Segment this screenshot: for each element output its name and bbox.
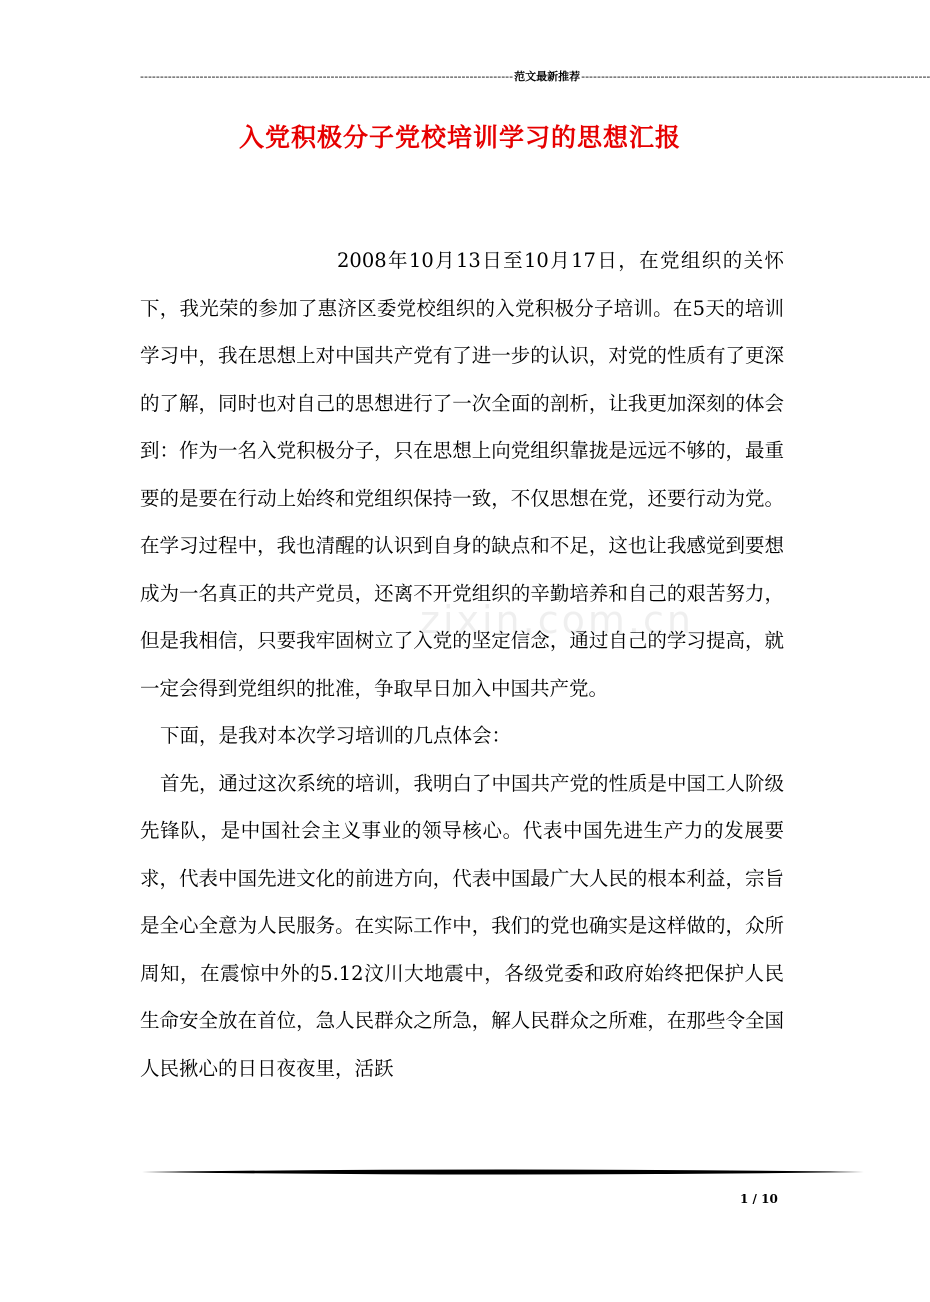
paragraph-lead-in: 下面，是我对本次学习培训的几点体会： <box>160 724 512 747</box>
paragraph-intro: 2008年10月13日至10月17日，在党组织的关怀下，我光荣的参加了惠济区委党校组织的入党积极分子培训。在5天的培训学习中，我在思想上对中国共产党有了进一步的认识，对党的性质有了更深的了解，同时也对自己的思想进行了一次全面的剖析，让我更加深刻的体会到：作为一名入党积极分子，只在思想上向党组织靠拢是远远不够的，最重要的是要在行动上始终和党组织保持一致，不仅思想在党，还要行动为党。在学习过程中，我也清醒的认识到自身的缺点和不足，这也让我感觉到要想成为一名真正的共产党员，还离不开党组织的辛勤培养和自己的艰苦努力，但是我相信，只要我牢固树立了入党的坚定信念，通过自己的学习提高，就一定会得到党组织的批准，争取早日加入中国共产党。 <box>140 249 784 700</box>
document-body <box>140 237 784 1092</box>
header-dashes-right: ---------------------------------------------------------------------------------------- <box>581 69 930 83</box>
watermark: zixin.com.cn <box>420 598 694 642</box>
header-dashes-left: ---------------------------------------------------------------------------------------------- <box>140 69 514 83</box>
document-title: 入党积极分子党校培训学习的思想汇报 <box>238 123 681 152</box>
header-label: 范文最新推荐 <box>514 70 581 83</box>
footer-divider <box>142 1168 864 1176</box>
paragraph-first-point: 首先，通过这次系统的培训，我明白了中国共产党的性质是中国工人阶级先锋队，是中国社会主义事业的领导核心。代表中国先进生产力的发展要求，代表中国先进文化的前进方向，代表中国最广大人民的根本利益，宗旨是全心全意为人民服务。在实际工作中，我们的党也确实是这样做的，众所周知，在震惊中外的5.12汶川大地震中，各级党委和政府始终把保护人民生命安全放在首位，急人民群众之所急，解人民群众之所难，在那些令全国人民揪心的日日夜夜里，活跃 <box>140 771 785 1080</box>
page-number: 1 / 10 <box>740 1192 778 1206</box>
page-header <box>140 68 930 84</box>
